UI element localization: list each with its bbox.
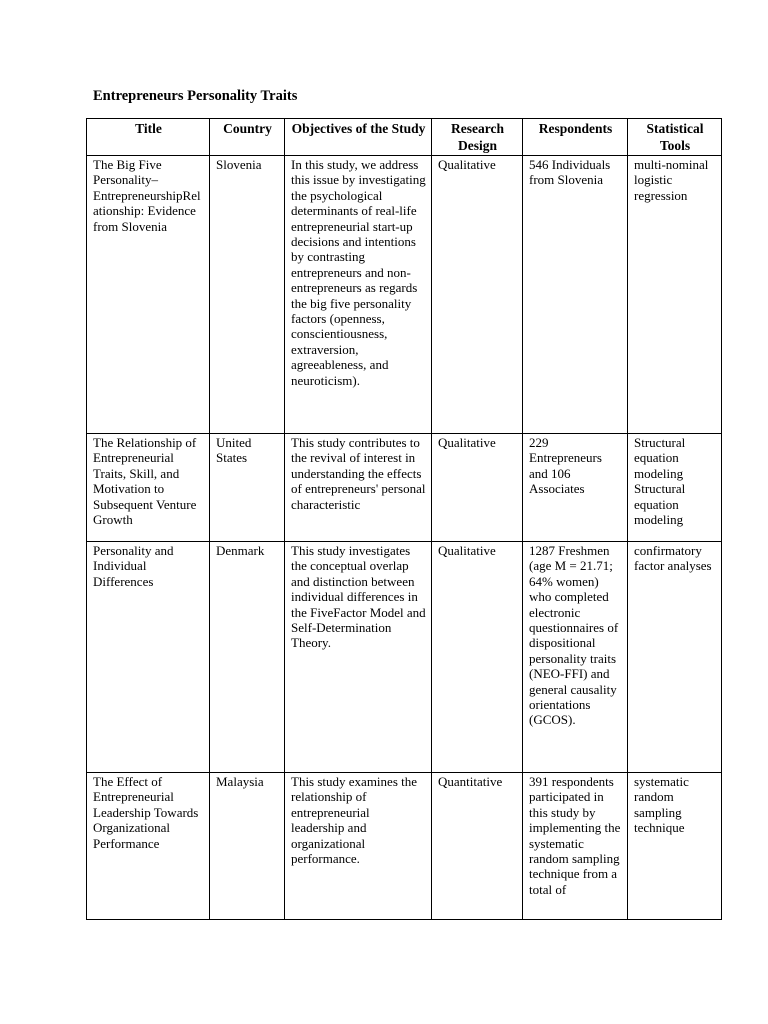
cell-objectives: This study examines the relationship of entrepreneurial leadership and organizational performance. [285,773,432,920]
table-row [87,156,722,434]
cell-country: United States [210,434,285,542]
cell-country: Denmark [210,542,285,773]
table-row [87,542,722,773]
cell-title: The Effect of Entrepreneurial Leadership Towards Organizational Performance [87,773,210,920]
table-row [87,434,722,542]
header-objectives: Objectives of the Study [285,119,432,156]
cell-country: Malaysia [210,773,285,920]
cell-research-design: Qualitative [432,156,523,434]
header-country: Country [210,119,285,156]
cell-research-design: Qualitative [432,542,523,773]
cell-statistical-tools: multi-nominal logistic regression [628,156,722,434]
cell-statistical-tools: systematic random sampling technique [628,773,722,920]
header-respondents: Respondents [523,119,628,156]
cell-title: The Relationship of Entrepreneurial Traits, Skill, and Motivation to Subsequent Venture Growth [87,434,210,542]
cell-respondents: 229 Entrepreneurs and 106 Associates [523,434,628,542]
cell-objectives: This study investigates the conceptual overlap and distinction between individual differences in the FiveFactor Model and Self-Determination Theory. [285,542,432,773]
header-title: Title [87,119,210,156]
cell-objectives: This study contributes to the revival of interest in understanding the effects of entrepreneurs' personal characteristic [285,434,432,542]
cell-country: Slovenia [210,156,285,434]
table-header-row [87,119,722,156]
cell-title: The Big Five Personality–EntrepreneurshipRelationship: Evidence from Slovenia [87,156,210,434]
cell-respondents: 1287 Freshmen (age M = 21.71; 64% women) who completed electronic questionnaires of dispositional personality traits (NEO-FFI) and general causality orientations (GCOS). [523,542,628,773]
cell-research-design: Qualitative [432,434,523,542]
cell-title: Personality and Individual Differences [87,542,210,773]
cell-respondents: 391 respondents participated in this study by implementing the systematic random sampling technique from a total of [523,773,628,920]
cell-statistical-tools: confirmatory factor analyses [628,542,722,773]
header-research-design: Research Design [432,119,523,156]
header-statistical-tools: Statistical Tools [628,119,722,156]
table-row [87,773,722,920]
personality-traits-table [86,118,722,920]
cell-respondents: 546 Individuals from Slovenia [523,156,628,434]
cell-research-design: Quantitative [432,773,523,920]
cell-statistical-tools: Structural equation modeling Structural equation modeling [628,434,722,542]
cell-objectives: In this study, we address this issue by investigating the psychological determinants of real-life entrepreneurial start-up decisions and intentions by contrasting entrepreneurs and non-entrepreneurs as regards the big five personality factors (openness, conscientiousness, extraversion, agreeableness, and neuroticism). [285,156,432,434]
document-title: Entrepreneurs Personality Traits [93,88,298,104]
